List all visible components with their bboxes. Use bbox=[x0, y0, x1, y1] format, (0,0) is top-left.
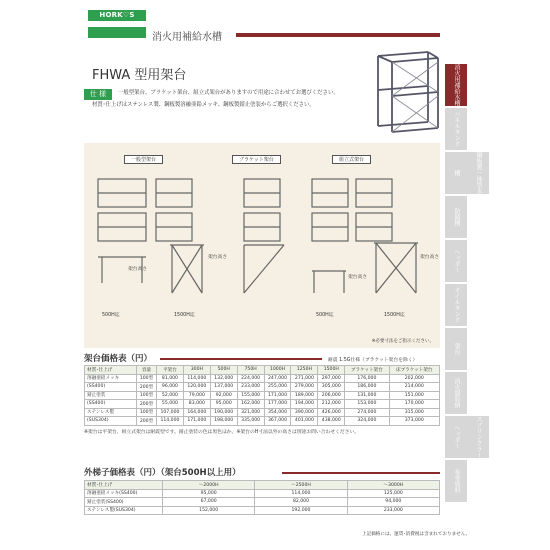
cell: 200型 bbox=[137, 417, 157, 426]
dim-label-3: 架台高さ bbox=[348, 275, 368, 280]
cell: 151,000 bbox=[389, 391, 439, 400]
cell: 324,000 bbox=[345, 417, 389, 426]
cell: 155,000 bbox=[237, 391, 264, 400]
cell: 162,000 bbox=[237, 400, 264, 409]
col-1: 300H bbox=[183, 366, 210, 375]
head-size: 容量 bbox=[137, 366, 157, 375]
table-header-row bbox=[85, 481, 440, 490]
cell: 335,000 bbox=[237, 417, 264, 426]
table-row bbox=[85, 498, 440, 507]
head-material: 材質･仕上げ bbox=[85, 366, 137, 375]
cell: (SS400) bbox=[85, 383, 137, 392]
cell: 271,000 bbox=[291, 374, 318, 383]
caption-2: 1500H迄 bbox=[174, 313, 195, 318]
cell: 100型 bbox=[137, 408, 157, 417]
table-row bbox=[85, 506, 440, 515]
caption-1: 500H迄 bbox=[102, 313, 120, 318]
cell: 81,000 bbox=[157, 374, 184, 383]
cell: 224,000 bbox=[237, 374, 264, 383]
cell: 錆止塗装(SS400) bbox=[85, 498, 163, 507]
cell: 131,000 bbox=[345, 391, 389, 400]
col-8: 床ブラケット架台 bbox=[389, 366, 439, 375]
cell: 354,000 bbox=[264, 408, 291, 417]
cell: 200型 bbox=[137, 400, 157, 409]
cell: 94,000 bbox=[347, 498, 439, 507]
cell: 247,000 bbox=[264, 374, 291, 383]
cell: 297,000 bbox=[318, 374, 345, 383]
table-row bbox=[85, 400, 440, 409]
tab-8[interactable]: スプリンクラーヘッダー bbox=[445, 416, 489, 458]
table-row bbox=[85, 383, 440, 392]
dim-label-2: 架台高さ bbox=[208, 255, 228, 260]
cell: 95,000 bbox=[163, 489, 255, 498]
cell: 100型 bbox=[137, 391, 157, 400]
dim-label-1: 架台高さ bbox=[128, 267, 148, 272]
cell: 438,000 bbox=[318, 417, 345, 426]
spec-text bbox=[118, 89, 368, 97]
cell: 114,000 bbox=[183, 374, 210, 383]
price-table-note: 耐震 1.5G仕様（ブラケット架台を除く） bbox=[328, 358, 418, 363]
cell: 426,000 bbox=[318, 408, 345, 417]
cell: 171,000 bbox=[264, 391, 291, 400]
spec-line-1: 一般型架台、ブラケット架台、組立式架台がありますので用途に合わせてお選びください。 bbox=[118, 90, 339, 96]
col-0: 平架台 bbox=[157, 366, 184, 375]
logo-stripe bbox=[88, 21, 146, 27]
col-2: 500H bbox=[210, 366, 237, 375]
cell: 189,000 bbox=[291, 391, 318, 400]
cell: 107,000 bbox=[157, 408, 184, 417]
cell: 177,000 bbox=[264, 400, 291, 409]
ladder-price-table bbox=[84, 480, 440, 515]
label-assembly-stand: 組立式架台 bbox=[332, 155, 371, 164]
col-0: 〜2000H bbox=[163, 481, 255, 490]
cell: 96,000 bbox=[157, 383, 184, 392]
cell: 233,000 bbox=[347, 506, 439, 515]
cell: 79,000 bbox=[183, 391, 210, 400]
cell: (SS400) bbox=[85, 400, 137, 409]
cell: (SUS304) bbox=[85, 417, 137, 426]
cell: 120,000 bbox=[183, 383, 210, 392]
cell: 153,000 bbox=[345, 400, 389, 409]
cell: 125,000 bbox=[347, 489, 439, 498]
cell: 202,000 bbox=[389, 374, 439, 383]
tab-2[interactable]: 鋼板製一体型水槽 bbox=[445, 152, 489, 194]
table-header-row bbox=[85, 366, 440, 375]
label-bracket-stand: ブラケット架台 bbox=[232, 155, 281, 164]
tab-6[interactable]: 架台 bbox=[445, 328, 467, 370]
cell: 67,000 bbox=[163, 498, 255, 507]
cell: 52,000 bbox=[157, 391, 184, 400]
cell: 274,000 bbox=[345, 408, 389, 417]
cell: 194,000 bbox=[291, 400, 318, 409]
horkos-logo bbox=[88, 10, 146, 38]
col-1: 〜2500H bbox=[255, 481, 347, 490]
head-material: 材質･仕上げ bbox=[85, 481, 163, 490]
cell: 152,000 bbox=[163, 506, 255, 515]
cell: 233,000 bbox=[237, 383, 264, 392]
col-3: 750H bbox=[237, 366, 264, 375]
cell: 171,000 bbox=[183, 417, 210, 426]
cell: 82,000 bbox=[255, 498, 347, 507]
cell: 373,000 bbox=[389, 417, 439, 426]
tab-5[interactable]: オイルタンク bbox=[445, 284, 467, 326]
cell: 305,000 bbox=[318, 383, 345, 392]
side-tabs bbox=[445, 64, 482, 504]
cell: 321,000 bbox=[237, 408, 264, 417]
ladder-table-title: 外梯子価格表（円）（架台500H以上用） bbox=[84, 468, 241, 478]
caption-3: 500H迄 bbox=[316, 313, 334, 318]
spec-line-2: 材質･仕上げはステンレス製、鋼板製溶融亜鉛メッキ、鋼板製錆止塗装からご選択ください。 bbox=[92, 102, 315, 108]
cell: 367,000 bbox=[264, 417, 291, 426]
cell: 206,000 bbox=[318, 391, 345, 400]
caption-4: 1500H迄 bbox=[384, 313, 405, 318]
cell: 170,000 bbox=[389, 400, 439, 409]
cell: 198,000 bbox=[210, 417, 237, 426]
cell: 214,000 bbox=[389, 383, 439, 392]
header-rule bbox=[236, 33, 440, 37]
stand-price-table bbox=[84, 365, 440, 426]
cell: 114,000 bbox=[157, 417, 184, 426]
cell: 176,000 bbox=[345, 374, 389, 383]
cell: ステンレス製 bbox=[85, 408, 137, 417]
table-row bbox=[85, 417, 440, 426]
col-4: 1000H bbox=[264, 366, 291, 375]
cell: 255,000 bbox=[264, 383, 291, 392]
stand-photo bbox=[368, 46, 442, 138]
price-table-rule bbox=[160, 358, 322, 360]
tab-4[interactable]: ヘッダー bbox=[445, 240, 467, 282]
ladder-footnote: 上記価格には、運賃･消費税は含まれておりません。 bbox=[362, 532, 471, 537]
cell: 190,000 bbox=[210, 408, 237, 417]
cell: 132,000 bbox=[210, 374, 237, 383]
price-table-footnote: ※架台は平架台、組立式架台は耐震型です。錆止塗装の色は黒色ほか。※架台のH寸法以外の高さは別途お問い合わせください。 bbox=[84, 430, 360, 435]
label-general-stand: 一般型架台 bbox=[124, 155, 163, 164]
col-5: 1250H bbox=[291, 366, 318, 375]
cell: 192,000 bbox=[255, 506, 347, 515]
cell: 212,000 bbox=[318, 400, 345, 409]
cell: 114,000 bbox=[255, 489, 347, 498]
cell: 83,000 bbox=[183, 400, 210, 409]
cell: 164,000 bbox=[183, 408, 210, 417]
tab-3[interactable]: 防錆槽 bbox=[445, 196, 467, 238]
cell: 279,000 bbox=[291, 383, 318, 392]
spec-material-text bbox=[92, 101, 342, 109]
cell: 200型 bbox=[137, 383, 157, 392]
spec-badge: 仕 様 bbox=[84, 89, 112, 100]
tab-9[interactable]: 参考資料 bbox=[445, 460, 467, 502]
cell: 390,000 bbox=[291, 408, 318, 417]
cell: 錆止塗装 bbox=[85, 391, 137, 400]
cell: 186,000 bbox=[345, 383, 389, 392]
drawing-note: ※必要寸法をご指示ください。 bbox=[371, 339, 434, 344]
table-row bbox=[85, 391, 440, 400]
header-title: 消火用補給水槽 bbox=[152, 32, 222, 43]
cell: 401,000 bbox=[291, 417, 318, 426]
tab-7[interactable]: 消火器収納 bbox=[445, 372, 467, 414]
col-7: ブラケット架台 bbox=[345, 366, 389, 375]
cell: 溶融亜鉛メッキ bbox=[85, 374, 137, 383]
tab-0[interactable]: 消火用補給水槽 bbox=[445, 64, 467, 106]
table-row bbox=[85, 374, 440, 383]
cell: 315,000 bbox=[389, 408, 439, 417]
tab-1[interactable]: パネルタンク bbox=[445, 108, 467, 150]
page-title: FHWA 型用架台 bbox=[92, 68, 187, 83]
col-6: 1500H bbox=[318, 366, 345, 375]
table-row bbox=[85, 408, 440, 417]
col-2: 〜3000H bbox=[347, 481, 439, 490]
cell: 55,000 bbox=[157, 400, 184, 409]
dim-label-4: 架台高さ bbox=[420, 255, 440, 260]
cell: 100型 bbox=[137, 374, 157, 383]
cell: ステンレス製(SUS304) bbox=[85, 506, 163, 515]
stand-drawings bbox=[84, 143, 440, 348]
ladder-table-rule bbox=[282, 472, 440, 474]
cell: 137,000 bbox=[210, 383, 237, 392]
cell: 溶融亜鉛メッキ(SS400) bbox=[85, 489, 163, 498]
cell: 95,000 bbox=[210, 400, 237, 409]
price-table-title: 架台価格表（円） bbox=[84, 354, 153, 364]
table-row bbox=[85, 489, 440, 498]
cell: 92,000 bbox=[210, 391, 237, 400]
logo-text: HORK♡S bbox=[99, 11, 135, 19]
